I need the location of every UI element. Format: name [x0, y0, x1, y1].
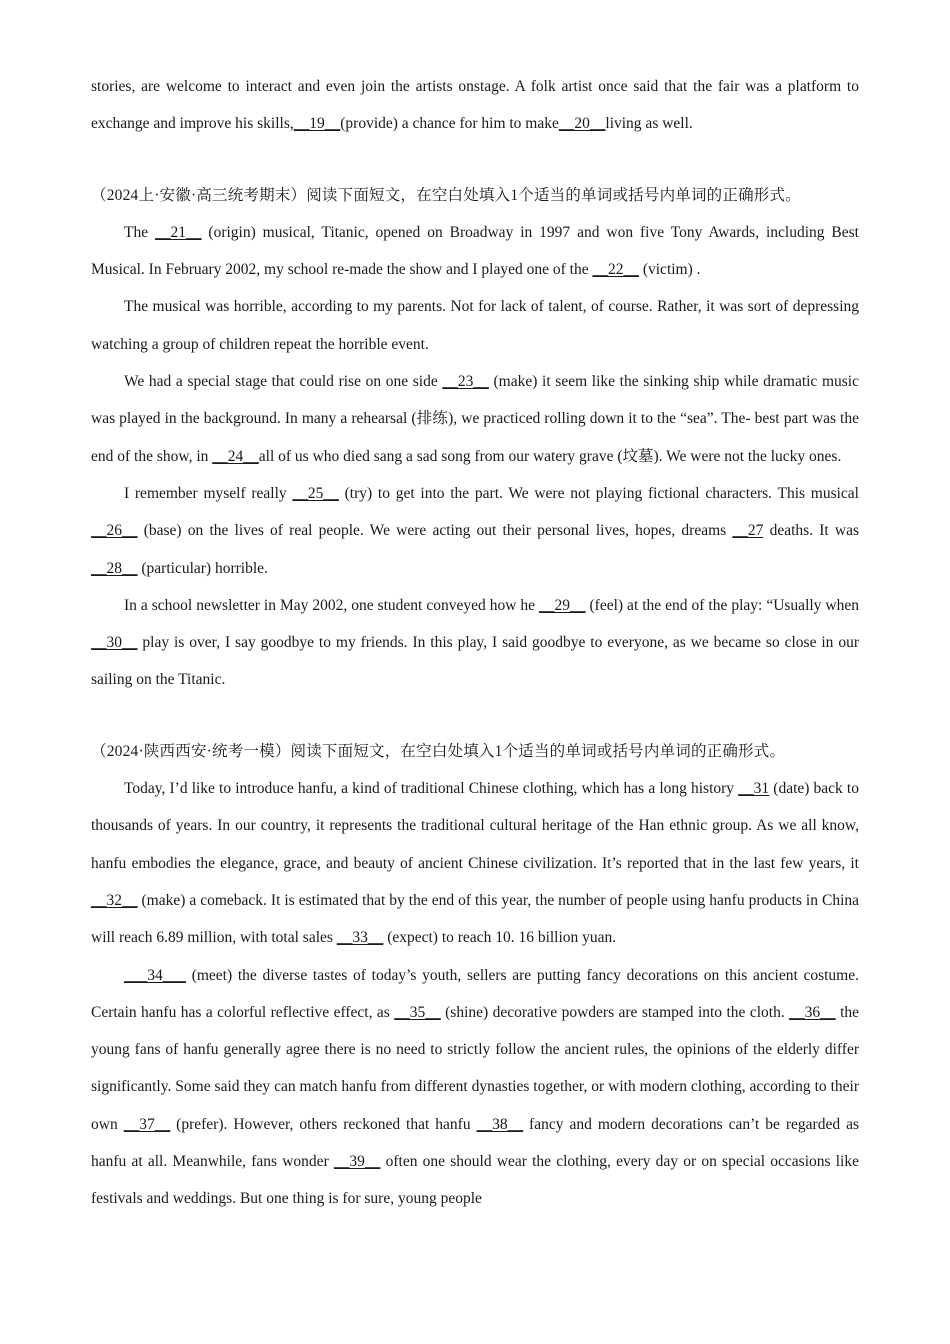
blank-30: __30__ — [91, 634, 138, 652]
text: (origin) musical, Titanic, opened on Broadway in 1997 and won five Tony Awards, including Best Musical. In February 2002, my school re-made the show and I played one of the — [91, 223, 859, 279]
passage-2-paragraph-1 — [91, 214, 859, 289]
text: often one should wear the clothing, every day or on special occasions like festivals and weddings. But one thing is for sure, young people — [91, 1153, 859, 1208]
section-gap — [91, 699, 859, 733]
blank-37: __37__ — [123, 1115, 171, 1133]
blank-22: __22__ — [592, 261, 639, 279]
text: I remember myself really — [124, 484, 293, 502]
text: play is over, I say goodbye to my friends. In this play, I said goodbye to everyone, as we became so close in our sailing on the Titanic. — [91, 634, 859, 689]
blank-20: __20__ — [558, 115, 606, 133]
passage-2-paragraph-3 — [91, 363, 859, 475]
text: (particular) horrible. — [137, 559, 268, 577]
blank-27: __27 — [732, 522, 764, 540]
blank-19: __19__ — [293, 115, 341, 133]
document-page — [91, 68, 859, 1218]
passage-3-paragraph-2 — [91, 957, 859, 1218]
text: stories, are welcome to interact and even join the artists onstage. A folk artist once said that the fair was a platform to exchange and improve his skills, — [91, 78, 859, 133]
blank-38: __38__ — [476, 1115, 524, 1133]
text: We had a special stage that could rise on one side — [124, 373, 443, 391]
text: fancy and modern decorations can’t be regarded as hanfu at all. Meanwhile, fans wonder — [91, 1115, 859, 1171]
blank-39: __39__ — [333, 1153, 381, 1171]
text: (victim) . — [638, 261, 701, 279]
blank-32: __32__ — [91, 891, 138, 909]
text: (meet) the diverse tastes of today’s youth, sellers are putting fancy decorations on this ancient costume. Certain hanfu has a colorful reflective effect, as — [91, 966, 859, 1021]
text: deaths. It was — [763, 522, 860, 540]
text: (feel) at the end of the play: “Usually when — [585, 596, 859, 614]
text: In a school newsletter in May 2002, one student conveyed how he — [124, 596, 540, 614]
text: (try) to get into the part. We were not playing fictional characters. This musical — [338, 484, 859, 502]
text: (make) it seem like the sinking ship while dramatic music was played in the background. In many a rehearsal (排练), we practiced rolling down it to the “sea”. The- best part was the end of the show, in — [91, 373, 859, 465]
blank-34: ___34___ — [124, 966, 186, 984]
blank-35: __35__ — [394, 1003, 441, 1021]
blank-26: __26__ — [91, 522, 138, 540]
text: living as well. — [605, 115, 693, 133]
section-heading-anhui: （2024上·安徽·高三统考期末）阅读下面短文，在空白处填入1个适当的单词或括号内单词的正确形式。 — [91, 186, 801, 204]
section-heading-shaanxi: （2024·陕西西安·统考一模）阅读下面短文，在空白处填入1个适当的单词或括号内单词的正确形式。 — [91, 742, 786, 760]
blank-25: __25__ — [292, 484, 339, 502]
blank-33: __33__ — [336, 929, 384, 947]
blank-31: __31 — [738, 780, 770, 798]
text: Today, I’d like to introduce hanfu, a kind of traditional Chinese clothing, which has a long history — [124, 780, 739, 798]
text: The — [124, 223, 156, 241]
blank-21: __21__ — [155, 223, 202, 241]
text: (shine) decorative powders are stamped into the cloth. — [440, 1003, 790, 1021]
section-gap — [91, 143, 859, 177]
blank-29: __29__ — [539, 596, 586, 614]
passage-2-paragraph-4 — [91, 475, 859, 587]
text: (expect) to reach 10. 16 billion yuan. — [383, 929, 617, 947]
blank-24: __24__ — [212, 447, 259, 465]
text: all of us who died sang a sad song from our watery grave (坟墓). We were not the lucky ones. — [258, 447, 842, 465]
blank-28: __28__ — [91, 559, 138, 577]
text: (make) a comeback. It is estimated that by the end of this year, the number of people using hanfu products in China will reach 6.89 million, with total sales — [91, 891, 859, 947]
text: the young fans of hanfu generally agree there is no need to strictly follow the ancient rules, the opinions of the elderly differ significantly. Some said they can match hanfu from different dynasties together, or with modern clothing, according to their own — [91, 1003, 860, 1133]
blank-23: __23__ — [442, 373, 489, 391]
passage-3-paragraph-1 — [91, 770, 859, 956]
passage-1-paragraph — [91, 68, 859, 143]
text: (prefer). However, others reckoned that hanfu — [170, 1115, 477, 1133]
passage-2-paragraph-2: The musical was horrible, according to my parents. Not for lack of talent, of course. Rather, it was sort of depressing watching a group of children repeat the horrible event. — [91, 298, 859, 353]
text: (date) back to thousands of years. In our country, it represents the traditional cultural heritage of the Han ethnic group. As we all know, hanfu embodies the elegance, grace, and beauty of ancient Chinese civilization. It’s reported that in the last few years, it — [91, 780, 859, 872]
blank-36: __36__ — [789, 1003, 836, 1021]
passage-2-paragraph-5 — [91, 587, 859, 699]
text: (base) on the lives of real people. We were acting out their personal lives, hopes, dreams — [137, 522, 733, 540]
text: (provide) a chance for him to make — [340, 115, 559, 133]
